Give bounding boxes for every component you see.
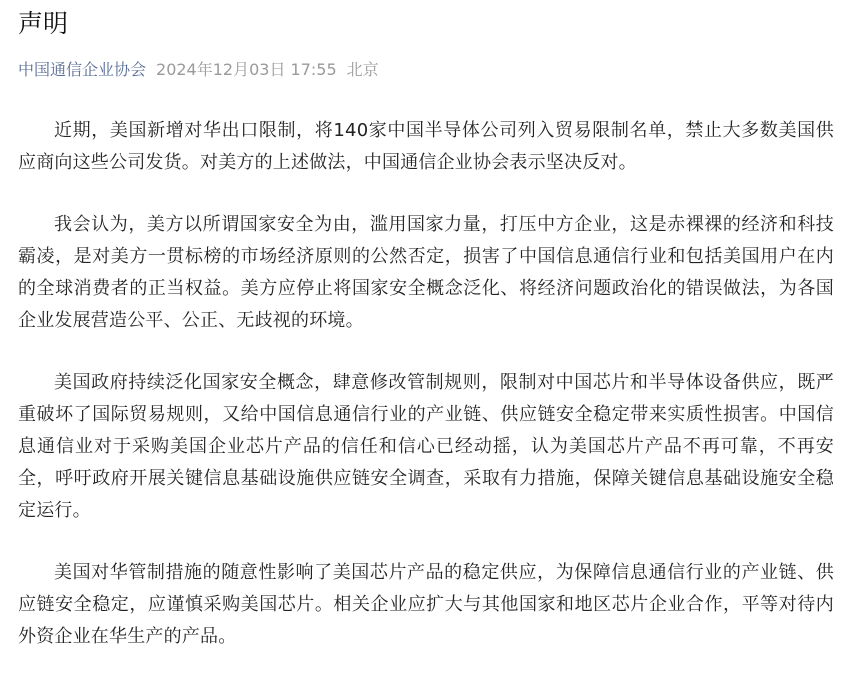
paragraph-2: 我会认为，美方以所谓国家安全为由，滥用国家力量，打压中方企业，这是赤裸裸的经济和科技霸凌，是对美方一贯标榜的市场经济原则的公然否定，损害了中国信息通信行业和包括美国用户在内的全球消费者的正当权益。美方应停止将国家安全概念泛化、将经济问题政治化的错误做法，为各国企业发展营造公平、公正、无歧视的环境。 (18, 214, 834, 331)
publish-datetime: 2024年12月03日 17:55 (156, 60, 337, 79)
paragraph-3: 美国政府持续泛化国家安全概念，肆意修改管制规则，限制对中国芯片和半导体设备供应，既严重破坏了国际贸易规则，又给中国信息通信行业的产业链、供应链安全稳定带来实质性损害。中国信息通信业对于采购美国企业芯片产品的信任和信心已经动摇，认为美国芯片产品不再可靠，不再安全，呼吁政府开展关键信息基础设施供应链安全调查，采取有力措施，保障关键信息基础设施安全稳定运行。 (18, 372, 834, 521)
publisher-link[interactable]: 中国通信企业协会 (18, 60, 147, 79)
article-meta (18, 59, 834, 81)
paragraph-1: 近期，美国新增对华出口限制，将140家中国半导体公司列入贸易限制名单，禁止大多数美国供应商向这些公司发货。对美方的上述做法，中国通信企业协会表示坚决反对。 (18, 120, 834, 173)
publish-location: 北京 (346, 60, 379, 79)
article-title: 声明 (18, 9, 69, 38)
paragraph-4: 美国对华管制措施的随意性影响了美国芯片产品的稳定供应，为保障信息通信行业的产业链、供应链安全稳定，应谨慎采购美国芯片。相关企业应扩大与其他国家和地区芯片企业合作，平等对待内外资企业在华生产的产品。 (18, 562, 834, 647)
article-body (18, 115, 834, 653)
